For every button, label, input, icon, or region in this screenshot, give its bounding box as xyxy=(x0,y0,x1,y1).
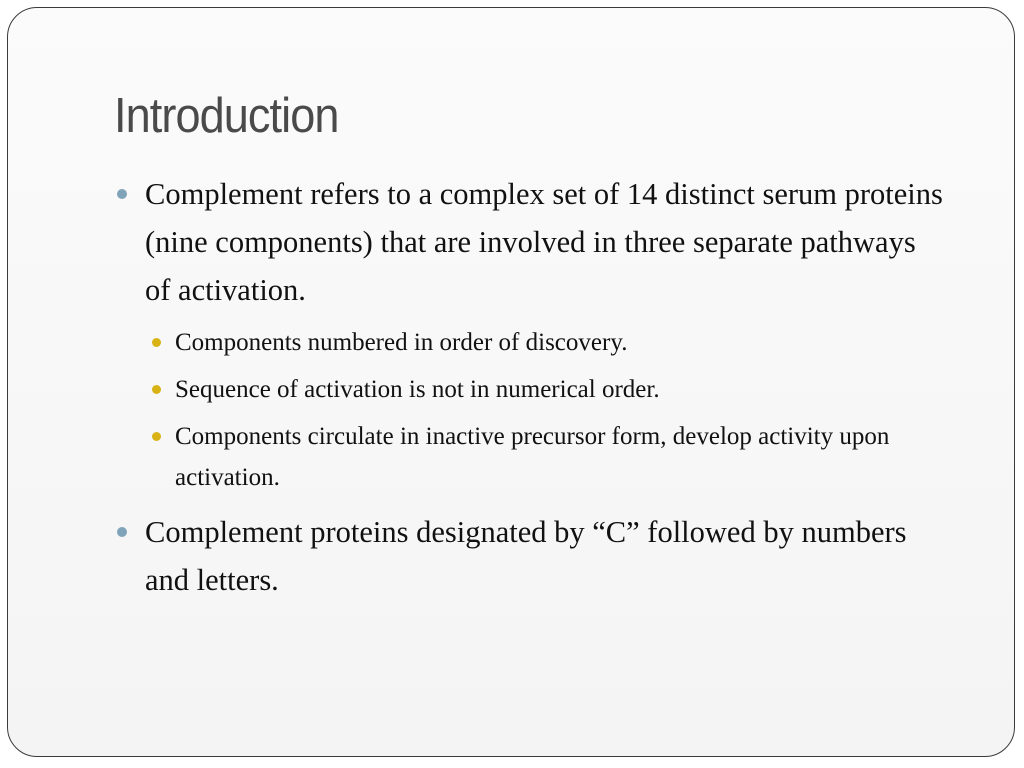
sub-bullet-dot-icon xyxy=(152,432,161,441)
sub-bullet-text: Sequence of activation is not in numerical order. xyxy=(175,376,660,403)
bullet-dot-icon xyxy=(117,527,127,537)
sub-bullet-item xyxy=(114,369,944,410)
slide-frame xyxy=(7,7,1015,757)
bullet-item xyxy=(114,508,944,604)
sub-bullet-text: Components numbered in order of discovery. xyxy=(175,329,628,356)
sub-bullet-item xyxy=(114,322,944,363)
bullet-text: Complement refers to a complex set of 14 distinct serum proteins (nine components) that are involved in three separate pathways of activation. xyxy=(145,177,943,307)
sub-bullet-text: Components circulate in inactive precursor form, develop activity upon activation. xyxy=(175,423,890,491)
bullet-item xyxy=(114,170,944,314)
bullet-dot-icon xyxy=(117,189,127,199)
sub-bullet-dot-icon xyxy=(152,338,161,347)
slide-title: Introduction xyxy=(114,89,339,143)
sub-bullet-dot-icon xyxy=(152,385,161,394)
slide-body xyxy=(114,170,944,612)
bullet-text: Complement proteins designated by “C” followed by numbers and letters. xyxy=(145,515,907,597)
sub-bullet-list xyxy=(114,322,944,498)
sub-bullet-item xyxy=(114,416,944,498)
